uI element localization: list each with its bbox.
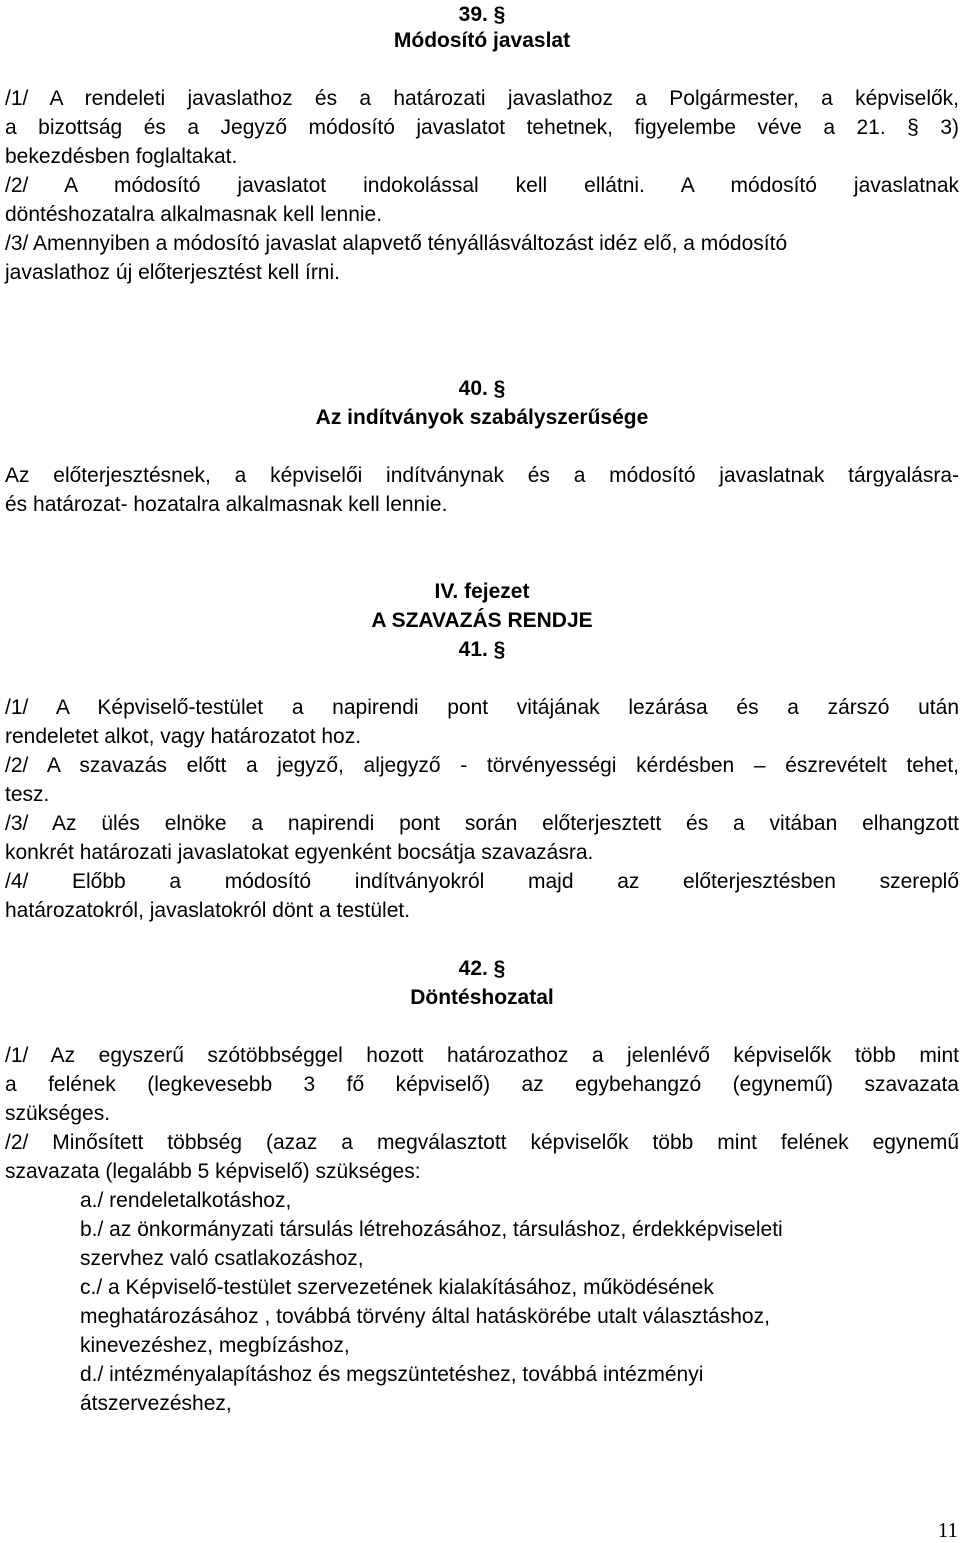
list-item: szervhez való csatlakozáshoz, [80,1247,364,1270]
paragraph-line: /3/ Az ülés elnöke a napirendi pont során előterjesztett és a vitában elhangzott [5,812,959,835]
list-item: átszervezéshez, [80,1392,232,1415]
section-39-title: Módosító javaslat [393,29,571,52]
section-39-number: 39. § [458,3,506,26]
paragraph-line: tesz. [5,783,50,806]
paragraph-line: javaslathoz új előterjesztést kell írni. [5,261,340,284]
section-41-number: 41. § [458,638,506,661]
list-item: c./ a Képviselő-testület szervezetének kialakításához, működésének [80,1276,714,1299]
paragraph-line: határozatokról, javaslatokról dönt a testület. [5,899,411,922]
paragraph-line: és határozat- hozatalra alkalmasnak kell lennie. [5,493,448,516]
paragraph-line: a felének (legkevesebb 3 fő képviselő) az egybehangzó (egynemű) szavazata [5,1073,959,1096]
paragraph-line: a bizottság és a Jegyző módosító javaslatot tehetnek, figyelembe véve a 21. § 3) [5,116,959,139]
section-40-title: Az indítványok szabályszerűsége [315,406,649,429]
paragraph-line: /3/ Amennyiben a módosító javaslat alapvető tényállásváltozást idéz elő, a módosító [5,232,788,255]
paragraph-line: /1/ Az egyszerű szótöbbséggel hozott határozathoz a jelenlévő képviselők több mint [5,1044,959,1067]
paragraph-line: szükséges. [5,1102,111,1125]
list-item: b./ az önkormányzati társulás létrehozásához, társuláshoz, érdekképviseleti [80,1218,783,1241]
paragraph-line: /1/ A Képviselő-testület a napirendi pont vitájának lezárása és a zárszó után [5,696,959,719]
paragraph-line: bekezdésben foglaltakat. [5,145,238,168]
paragraph-line: szavazata (legalább 5 képviselő) szükséges: [5,1160,421,1183]
list-item: kinevezéshez, megbízáshoz, [80,1334,350,1357]
chapter-title: A SZAVAZÁS RENDJE [371,609,593,632]
paragraph-line: /1/ A rendeleti javaslathoz és a határozati javaslathoz a Polgármester, a képviselők, [5,87,959,110]
paragraph-line: /2/ A szavazás előtt a jegyző, aljegyző - törvényességi kérdésben – észrevételt tehet, [5,754,959,777]
list-item: d./ intézményalapításhoz és megszüntetéshez, továbbá intézményi [80,1363,704,1386]
list-item: meghatározásához , továbbá törvény által hatáskörébe utalt választáshoz, [80,1305,770,1328]
paragraph-line: /4/ Előbb a módosító indítványokról majd az előterjesztésben szereplő [5,870,959,893]
section-42-number: 42. § [458,957,506,980]
paragraph-line: Az előterjesztésnek, a képviselői indítványnak és a módosító javaslatnak tárgyalásra- [5,464,959,487]
list-item: a./ rendeletalkotáshoz, [80,1189,292,1212]
section-40-number: 40. § [458,377,506,400]
section-42-title: Döntéshozatal [410,986,554,1009]
chapter-number: IV. fejezet [434,580,530,603]
page-number: 11 [937,1518,958,1542]
paragraph-line: döntéshozatalra alkalmasnak kell lennie. [5,203,383,226]
paragraph-line: /2/ Minősített többség (azaz a megválasztott képviselők több mint felének egynemű [5,1131,959,1154]
paragraph-line: /2/ A módosító javaslatot indokolással kell ellátni. A módosító javaslatnak [5,174,959,197]
paragraph-line: rendeletet alkot, vagy határozatot hoz. [5,725,362,748]
paragraph-line: konkrét határozati javaslatokat egyenként bocsátja szavazásra. [5,841,594,864]
